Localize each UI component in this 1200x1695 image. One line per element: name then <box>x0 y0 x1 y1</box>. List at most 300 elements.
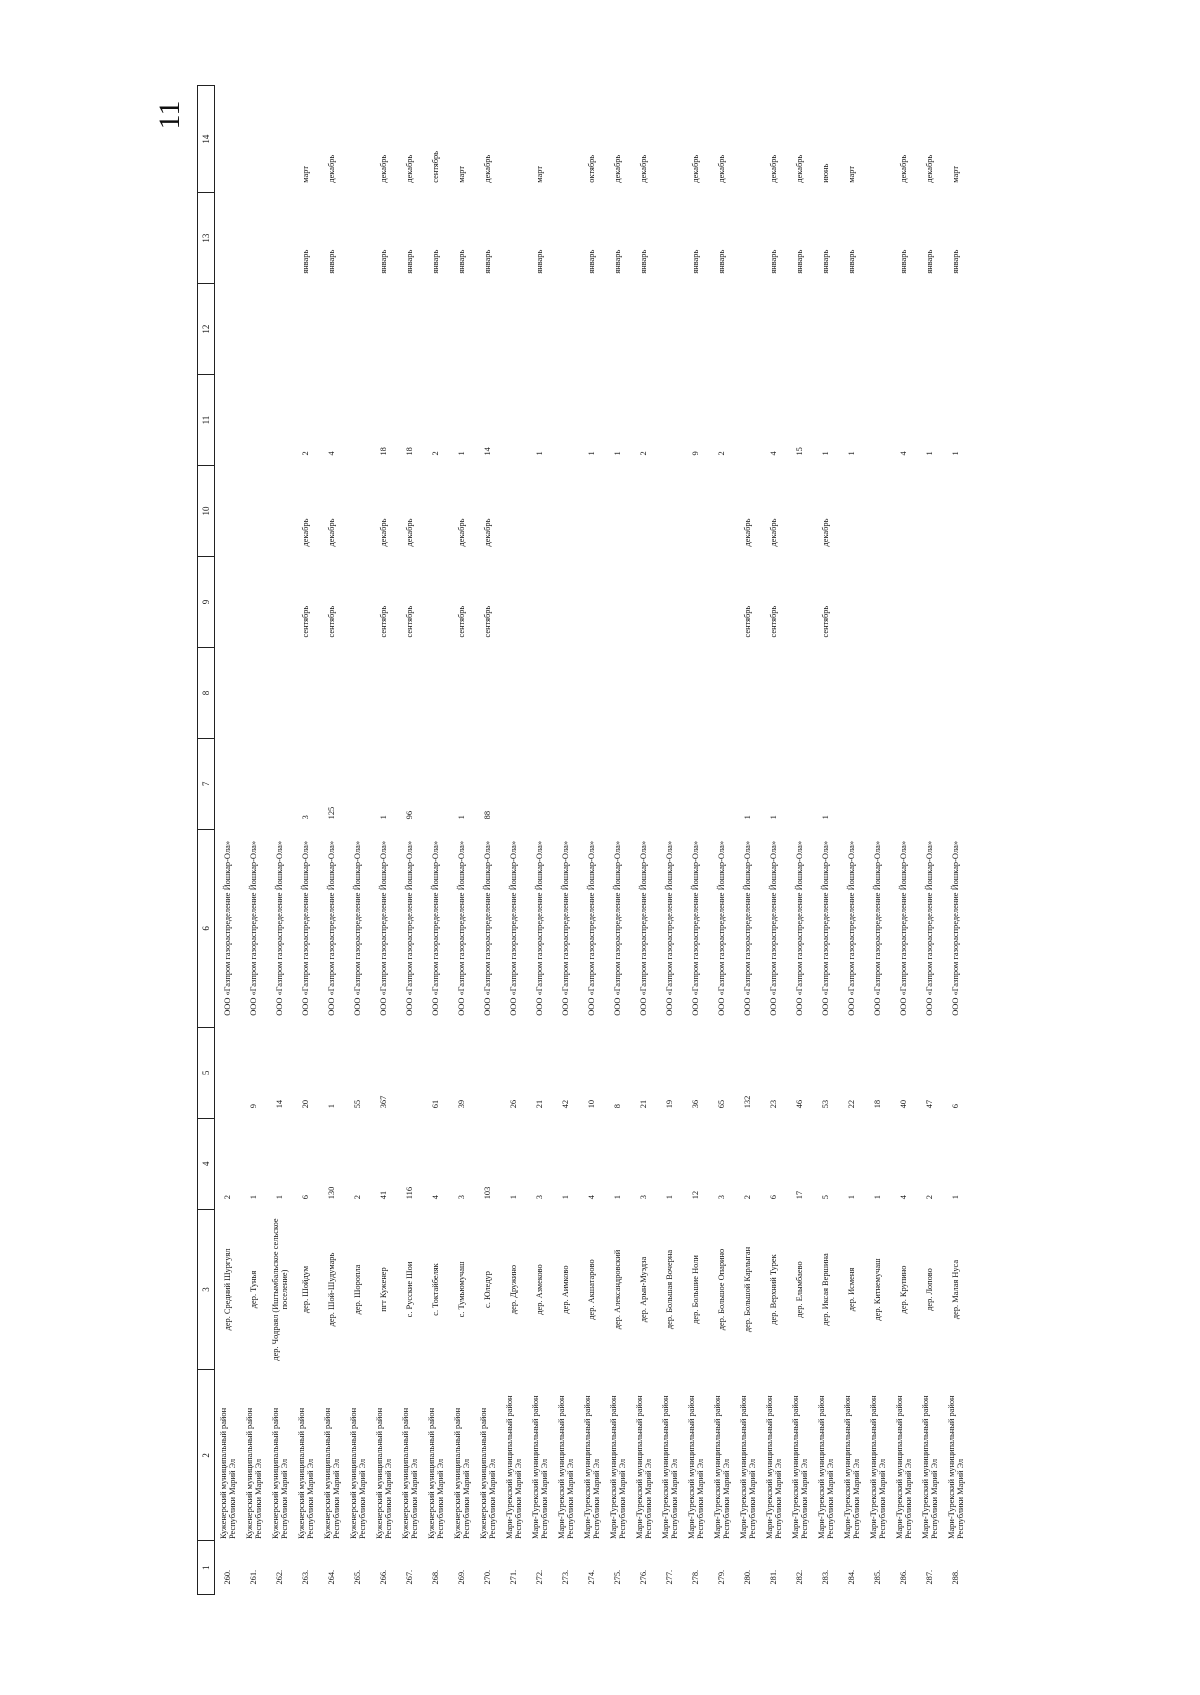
col12-cell <box>605 284 631 375</box>
row-number: 271. <box>509 1569 519 1585</box>
district-cell: Мари-Турекский муниципальный район Республики Марий Эл <box>660 1395 679 1539</box>
table-row <box>553 86 579 1595</box>
district-cell: Мари-Турекский муниципальный район Республики Марий Эл <box>608 1395 627 1539</box>
col11-cell: 18 <box>405 447 415 456</box>
table-row <box>501 86 527 1595</box>
organization-cell: ООО «Газпром газораспределение Йошкар-Ола» <box>821 840 831 1016</box>
col7-cell <box>527 738 553 829</box>
col12-cell <box>267 284 293 375</box>
col10-cell <box>657 466 683 557</box>
col14-cell: март <box>951 165 961 183</box>
col5-cell: 40 <box>899 1099 909 1109</box>
rotated-table-container <box>197 85 972 1595</box>
table-row <box>605 86 631 1595</box>
col8-cell <box>345 647 371 738</box>
col14-cell: декабрь <box>769 154 779 183</box>
col8-cell <box>761 647 787 738</box>
row-number: 267. <box>405 1569 415 1585</box>
col13-cell: январь <box>457 249 467 274</box>
col5-cell: 10 <box>587 1099 597 1109</box>
col5-cell: 39 <box>457 1099 467 1109</box>
col12-cell <box>891 284 917 375</box>
col9-cell: сентябрь <box>769 605 779 638</box>
col9-cell <box>683 557 709 648</box>
col7-cell: 3 <box>301 815 311 820</box>
col8-cell <box>267 647 293 738</box>
locality-cell: дер. Тунья <box>249 1270 259 1309</box>
col7-cell <box>943 738 969 829</box>
row-number: 283. <box>821 1569 831 1585</box>
row-number: 282. <box>795 1569 805 1585</box>
col11-cell: 1 <box>457 451 467 456</box>
col14-cell: март <box>301 165 311 183</box>
col4-cell: 1 <box>847 1195 857 1200</box>
col7-cell <box>267 738 293 829</box>
col8-cell <box>293 647 319 738</box>
col10-cell: декабрь <box>457 518 467 547</box>
table-row <box>839 86 865 1595</box>
district-cell: Куженерский муниципальный район Республики Марий Эл <box>400 1407 419 1539</box>
row-number: 262. <box>275 1569 285 1585</box>
column-header-14: 14 <box>198 86 215 193</box>
district-cell: Мари-Турекский муниципальный район Республики Марий Эл <box>764 1395 783 1539</box>
col7-cell: 88 <box>483 810 493 820</box>
locality-cell: с. Тумьюмучаш <box>457 1261 467 1318</box>
col4-cell: 1 <box>561 1195 571 1200</box>
col14-cell <box>501 86 527 193</box>
col4-cell: 2 <box>925 1195 935 1200</box>
col10-cell <box>267 466 293 557</box>
table-row <box>397 86 423 1595</box>
col12-cell <box>449 284 475 375</box>
col4-cell: 103 <box>483 1186 493 1200</box>
col12-cell <box>397 284 423 375</box>
col12-cell <box>735 284 761 375</box>
organization-cell: ООО «Газпром газораспределение Йошкар-Ола» <box>951 840 961 1016</box>
table-row <box>423 86 449 1595</box>
col10-cell <box>839 466 865 557</box>
col7-cell <box>631 738 657 829</box>
col11-cell: 4 <box>769 451 779 456</box>
organization-cell: ООО «Газпром газораспределение Йошкар-Ола» <box>535 840 545 1016</box>
table-row <box>735 86 761 1595</box>
col11-cell: 1 <box>613 451 623 456</box>
col14-cell: декабрь <box>925 154 935 183</box>
row-number: 274. <box>587 1569 597 1585</box>
locality-cell: дер. Малая Нуса <box>951 1259 961 1320</box>
col11-cell <box>865 375 891 466</box>
col12-cell <box>761 284 787 375</box>
col12-cell <box>787 284 813 375</box>
locality-cell: дер. Акшатарово <box>587 1259 597 1320</box>
col14-cell <box>267 86 293 193</box>
col11-cell <box>215 375 242 466</box>
col13-cell <box>345 193 371 284</box>
col4-cell: 41 <box>379 1190 389 1200</box>
col11-cell: 2 <box>639 451 649 456</box>
col11-cell: 4 <box>327 451 337 456</box>
col9-cell <box>605 557 631 648</box>
table-row <box>527 86 553 1595</box>
col11-cell: 4 <box>899 451 909 456</box>
locality-cell: дер. Арын-Муэдза <box>639 1256 649 1323</box>
row-number: 273. <box>561 1569 571 1585</box>
district-cell: Куженерский муниципальный район Республики Марий Эл <box>452 1407 471 1539</box>
col14-cell: декабрь <box>639 154 649 183</box>
column-header-8: 8 <box>198 647 215 738</box>
col9-cell: сентябрь <box>743 605 753 638</box>
col5-cell: 8 <box>613 1104 623 1109</box>
col9-cell <box>865 557 891 648</box>
col5-cell: 55 <box>353 1099 363 1109</box>
col7-cell <box>709 738 735 829</box>
district-cell: Мари-Турекский муниципальный район Республики Марий Эл <box>582 1395 601 1539</box>
locality-cell: с. Токтайбеляк <box>431 1263 441 1316</box>
organization-cell: ООО «Газпром газораспределение Йошкар-Ола» <box>717 840 727 1016</box>
col7-cell <box>891 738 917 829</box>
locality-cell: дер. Средний Шургуял <box>223 1248 233 1331</box>
col5-cell: 47 <box>925 1099 935 1109</box>
row-number: 272. <box>535 1569 545 1585</box>
col7-cell <box>917 738 943 829</box>
col4-cell: 1 <box>509 1195 519 1200</box>
col10-cell <box>579 466 605 557</box>
organization-cell: ООО «Газпром газораспределение Йошкар-Ола» <box>613 840 623 1016</box>
organization-cell: ООО «Газпром газораспределение Йошкар-Ола» <box>509 840 519 1016</box>
column-header-4: 4 <box>198 1118 215 1209</box>
col12-cell <box>501 284 527 375</box>
col9-cell: сентябрь <box>483 605 493 638</box>
col7-cell: 1 <box>769 815 779 820</box>
district-cell: Мари-Турекский муниципальный район Республики Марий Эл <box>686 1395 705 1539</box>
col9-cell <box>241 557 267 648</box>
row-number: 285. <box>873 1569 883 1585</box>
col5-cell: 36 <box>691 1099 701 1109</box>
col5-cell: 46 <box>795 1099 805 1109</box>
district-cell: Куженерский муниципальный район Республики Марий Эл <box>348 1407 367 1539</box>
col13-cell <box>241 193 267 284</box>
col10-cell <box>787 466 813 557</box>
col7-cell <box>683 738 709 829</box>
col7-cell <box>839 738 865 829</box>
col9-cell <box>917 557 943 648</box>
locality-cell: дер. Исменя <box>847 1267 857 1312</box>
locality-cell: дер. Иксая Вершина <box>821 1253 831 1326</box>
col4-cell: 12 <box>691 1190 701 1200</box>
col13-cell: январь <box>431 249 441 274</box>
col14-cell: декабрь <box>717 154 727 183</box>
row-number: 260. <box>223 1569 233 1585</box>
locality-cell: дер. Крупино <box>899 1265 909 1314</box>
col11-cell <box>501 375 527 466</box>
col9-cell <box>891 557 917 648</box>
col11-cell <box>241 375 267 466</box>
col11-cell: 14 <box>483 447 493 456</box>
col9-cell <box>527 557 553 648</box>
organization-cell: ООО «Газпром газораспределение Йошкар-Ола» <box>275 840 285 1016</box>
col5-cell <box>215 1027 242 1118</box>
col5-cell <box>397 1027 423 1118</box>
col8-cell <box>605 647 631 738</box>
col13-cell <box>553 193 579 284</box>
col8-cell <box>787 647 813 738</box>
row-number: 270. <box>483 1569 493 1585</box>
col9-cell: сентябрь <box>457 605 467 638</box>
table-row <box>579 86 605 1595</box>
organization-cell: ООО «Газпром газораспределение Йошкар-Ола» <box>223 840 233 1016</box>
col4-cell: 1 <box>873 1195 883 1200</box>
col7-cell: 1 <box>457 815 467 820</box>
col13-cell <box>735 193 761 284</box>
col13-cell: январь <box>587 249 597 274</box>
col13-cell: январь <box>847 249 857 274</box>
col7-cell <box>215 738 242 829</box>
col4-cell: 1 <box>665 1195 675 1200</box>
table-row <box>943 86 969 1595</box>
col7-cell <box>241 738 267 829</box>
col4-cell: 116 <box>405 1186 415 1200</box>
col5-cell: 42 <box>561 1099 571 1109</box>
col9-cell <box>709 557 735 648</box>
col10-cell <box>891 466 917 557</box>
col12-cell <box>553 284 579 375</box>
table-row <box>787 86 813 1595</box>
col9-cell <box>657 557 683 648</box>
col11-cell: 1 <box>587 451 597 456</box>
col11-cell: 1 <box>535 451 545 456</box>
locality-cell: дер. Большой Карлыган <box>743 1246 753 1333</box>
col9-cell <box>215 557 242 648</box>
gasification-schedule-table <box>197 85 969 1595</box>
col11-cell <box>553 375 579 466</box>
col8-cell <box>579 647 605 738</box>
col9-cell <box>553 557 579 648</box>
col4-cell: 130 <box>327 1186 337 1200</box>
col7-cell <box>787 738 813 829</box>
col9-cell <box>267 557 293 648</box>
col12-cell <box>423 284 449 375</box>
col13-cell <box>215 193 242 284</box>
col5-cell: 1 <box>327 1104 337 1109</box>
col12-cell <box>475 284 501 375</box>
col14-cell: декабрь <box>405 154 415 183</box>
locality-cell: дер. Большие Ноли <box>691 1255 701 1324</box>
col4-cell: 17 <box>795 1190 805 1200</box>
locality-cell: с. Юледур <box>483 1271 493 1308</box>
col13-cell: январь <box>769 249 779 274</box>
col14-cell <box>553 86 579 193</box>
locality-cell: дер. Шой-Шудумарь <box>327 1252 337 1327</box>
col5-cell: 20 <box>301 1099 311 1109</box>
col14-cell: сентябрь <box>431 150 441 183</box>
col9-cell <box>345 557 371 648</box>
district-cell: Куженерский муниципальный район Республики Марий Эл <box>374 1407 393 1539</box>
organization-cell: ООО «Газпром газораспределение Йошкар-Ола» <box>405 840 415 1016</box>
col7-cell: 1 <box>743 815 753 820</box>
col7-cell <box>345 738 371 829</box>
col8-cell <box>475 647 501 738</box>
col11-cell: 18 <box>379 447 389 456</box>
district-cell: Мари-Турекский муниципальный район Республики Марий Эл <box>556 1395 575 1539</box>
col5-cell: 21 <box>535 1099 545 1109</box>
col12-cell <box>839 284 865 375</box>
col9-cell <box>423 557 449 648</box>
column-header-3: 3 <box>198 1209 215 1370</box>
organization-cell: ООО «Газпром газораспределение Йошкар-Ола» <box>873 840 883 1016</box>
col9-cell: сентябрь <box>405 605 415 638</box>
organization-cell: ООО «Газпром газораспределение Йошкар-Ола» <box>457 840 467 1016</box>
col14-cell <box>345 86 371 193</box>
col12-cell <box>631 284 657 375</box>
organization-cell: ООО «Газпром газораспределение Йошкар-Ола» <box>353 840 363 1016</box>
row-number: 268. <box>431 1569 441 1585</box>
col7-cell: 125 <box>327 806 337 820</box>
organization-cell: ООО «Газпром газораспределение Йошкар-Ола» <box>379 840 389 1016</box>
col13-cell: январь <box>639 249 649 274</box>
col5-cell: 21 <box>639 1099 649 1109</box>
table-body <box>215 86 970 1595</box>
organization-cell: ООО «Газпром газораспределение Йошкар-Ола» <box>665 840 675 1016</box>
col5-cell: 14 <box>275 1099 285 1109</box>
table-row <box>371 86 397 1595</box>
col4-cell: 2 <box>353 1195 363 1200</box>
table-row <box>241 86 267 1595</box>
col11-cell: 2 <box>431 451 441 456</box>
col8-cell <box>943 647 969 738</box>
district-cell: Мари-Турекский муниципальный район Республики Марий Эл <box>816 1395 835 1539</box>
col8-cell <box>917 647 943 738</box>
col10-cell: декабрь <box>769 518 779 547</box>
row-number: 288. <box>951 1569 961 1585</box>
district-cell: Мари-Турекский муниципальный район Республики Марий Эл <box>738 1395 757 1539</box>
col10-cell <box>917 466 943 557</box>
col9-cell <box>579 557 605 648</box>
col9-cell <box>501 557 527 648</box>
col11-cell: 2 <box>717 451 727 456</box>
organization-cell: ООО «Газпром газораспределение Йошкар-Ола» <box>769 840 779 1016</box>
col10-cell <box>865 466 891 557</box>
col7-cell <box>605 738 631 829</box>
organization-cell: ООО «Газпром газораспределение Йошкар-Ола» <box>249 840 259 1016</box>
col13-cell: январь <box>717 249 727 274</box>
col7-cell <box>501 738 527 829</box>
table-header <box>198 86 215 1595</box>
col8-cell <box>371 647 397 738</box>
col14-cell: декабрь <box>483 154 493 183</box>
col14-cell: март <box>847 165 857 183</box>
table-row <box>865 86 891 1595</box>
col10-cell: декабрь <box>379 518 389 547</box>
table-row <box>813 86 839 1595</box>
col4-cell: 3 <box>535 1195 545 1200</box>
row-number: 278. <box>691 1569 701 1585</box>
col7-cell <box>423 738 449 829</box>
col8-cell <box>527 647 553 738</box>
locality-cell: дер. Чодраял (Иштымбальское сельское поселение) <box>270 1218 289 1361</box>
col11-cell: 1 <box>951 451 961 456</box>
row-number: 265. <box>353 1569 363 1585</box>
col14-cell <box>865 86 891 193</box>
col7-cell <box>865 738 891 829</box>
col8-cell <box>319 647 345 738</box>
col8-cell <box>839 647 865 738</box>
organization-cell: ООО «Газпром газораспределение Йошкар-Ола» <box>925 840 935 1016</box>
col13-cell <box>501 193 527 284</box>
col13-cell <box>267 193 293 284</box>
locality-cell: дер. Верхний Турек <box>769 1254 779 1325</box>
organization-cell: ООО «Газпром газораспределение Йошкар-Ола» <box>847 840 857 1016</box>
locality-cell: дер. Китнемучаш <box>873 1258 883 1321</box>
col5-cell: 19 <box>665 1099 675 1109</box>
district-cell: Куженерский муниципальный район Республики Марий Эл <box>322 1407 341 1539</box>
table-row <box>345 86 371 1595</box>
col9-cell: сентябрь <box>301 605 311 638</box>
district-cell: Куженерский муниципальный район Республики Марий Эл <box>478 1407 497 1539</box>
col8-cell <box>735 647 761 738</box>
district-cell: Мари-Турекский муниципальный район Республики Марий Эл <box>712 1395 731 1539</box>
locality-cell: дер. Большое Опарино <box>717 1248 727 1331</box>
col8-cell <box>709 647 735 738</box>
col8-cell <box>449 647 475 738</box>
table-row <box>917 86 943 1595</box>
page-number: 11 <box>153 100 186 130</box>
col13-cell: январь <box>795 249 805 274</box>
col7-cell: 1 <box>379 815 389 820</box>
row-number: 275. <box>613 1569 623 1585</box>
col10-cell: декабрь <box>743 518 753 547</box>
col14-cell: март <box>457 165 467 183</box>
table-row <box>215 86 242 1595</box>
table-row <box>267 86 293 1595</box>
col4-cell: 1 <box>249 1195 259 1200</box>
district-cell: Мари-Турекский муниципальный район Республики Марий Эл <box>894 1395 913 1539</box>
col4-cell: 1 <box>613 1195 623 1200</box>
col11-cell: 1 <box>847 451 857 456</box>
col4-cell: 3 <box>639 1195 649 1200</box>
col10-cell: декабрь <box>327 518 337 547</box>
locality-cell: дер. Лопово <box>925 1268 935 1311</box>
col11-cell <box>345 375 371 466</box>
locality-cell: дер. Дружино <box>509 1264 519 1315</box>
col10-cell <box>605 466 631 557</box>
col14-cell <box>241 86 267 193</box>
col12-cell <box>319 284 345 375</box>
col14-cell: март <box>535 165 545 183</box>
col8-cell <box>683 647 709 738</box>
col10-cell <box>215 466 242 557</box>
col10-cell <box>423 466 449 557</box>
col4-cell: 1 <box>951 1195 961 1200</box>
district-cell: Мари-Турекский муниципальный район Республики Марий Эл <box>504 1395 523 1539</box>
district-cell: Мари-Турекский муниципальный район Республики Марий Эл <box>920 1395 939 1539</box>
table-row <box>449 86 475 1595</box>
col7-cell <box>579 738 605 829</box>
col11-cell: 1 <box>925 451 935 456</box>
col14-cell: октябрь <box>587 154 597 183</box>
col14-cell: декабрь <box>379 154 389 183</box>
col5-cell: 22 <box>847 1099 857 1109</box>
col14-cell: декабрь <box>327 154 337 183</box>
col14-cell <box>215 86 242 193</box>
locality-cell: дер. Аимково <box>561 1265 571 1314</box>
locality-cell: пгт Куженер <box>379 1267 389 1312</box>
locality-cell: дер. Шойдум <box>301 1265 311 1314</box>
col11-cell <box>657 375 683 466</box>
col14-cell <box>657 86 683 193</box>
col10-cell <box>527 466 553 557</box>
row-number: 286. <box>899 1569 909 1585</box>
row-number: 287. <box>925 1569 935 1585</box>
